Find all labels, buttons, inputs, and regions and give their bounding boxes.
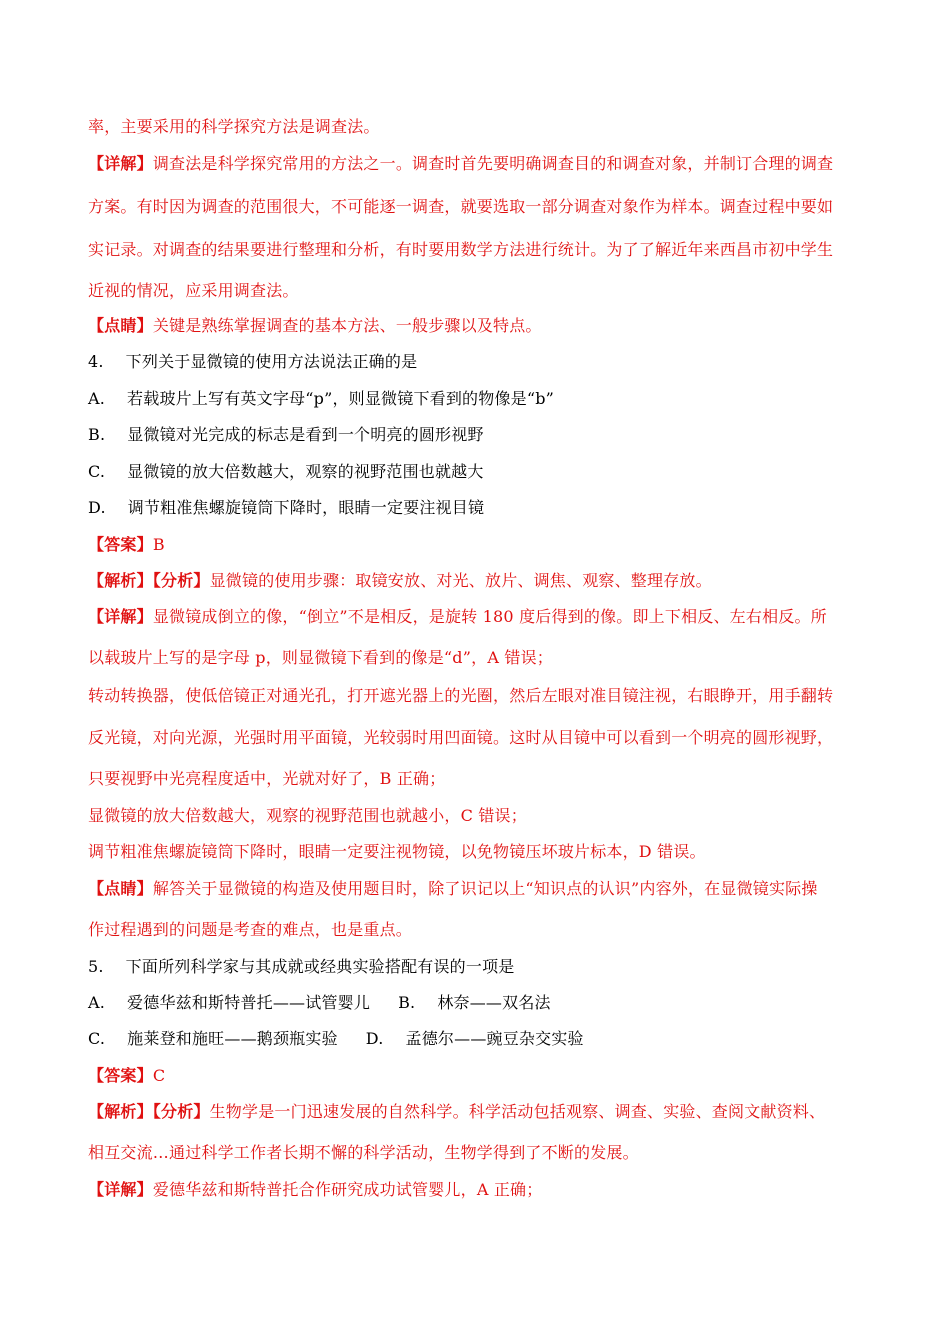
- section-tag: 【详解】: [88, 154, 153, 173]
- analysis-line: 【点睛】解答关于显微镜的构造及使用题目时，除了识记以上“知识点的认识”内容外，在显微镜实际操: [88, 879, 818, 898]
- question-option: D. 调节粗准焦螺旋镜筒下降时，眼睛一定要注视目镜: [88, 498, 485, 517]
- analysis-line: 【点睛】关键是熟练掌握调查的基本方法、一般步骤以及特点。: [88, 316, 542, 335]
- analysis-line: 【解析】【分析】生物学是一门迅速发展的自然科学。科学活动包括观察、调查、实验、查阅文献资料、: [88, 1102, 826, 1121]
- question-option: A. 若载玻片上写有英文字母“p”，则显微镜下看到的物像是“b”: [88, 389, 555, 408]
- analysis-line: 【解析】【分析】显微镜的使用步骤：取镜安放、对光、放片、调焦、观察、整理存放。: [88, 571, 712, 590]
- analysis-line: 作过程遇到的问题是考查的难点，也是重点。: [88, 920, 413, 939]
- analysis-line: 近视的情况，应采用调查法。: [88, 281, 299, 300]
- analysis-line: 显微镜的放大倍数越大，观察的视野范围也就越小，C 错误；: [88, 806, 527, 825]
- section-tag: 【解析】【分析】: [88, 571, 210, 590]
- question-stem: 5. 下面所列科学家与其成就或经典实验搭配有误的一项是: [88, 957, 515, 976]
- analysis-line: 率，主要采用的科学探究方法是调查法。: [88, 117, 380, 136]
- analysis-line: 相互交流…通过科学工作者长期不懈的科学活动，生物学得到了不断的发展。: [88, 1143, 639, 1162]
- question-option-row: C. 施莱登和施旺——鹅颈瓶实验 D. 孟德尔——豌豆杂交实验: [88, 1029, 584, 1048]
- question-option: B. 显微镜对光完成的标志是看到一个明亮的圆形视野: [88, 425, 484, 444]
- analysis-line: 反光镜，对向光源，光强时用平面镜，光较弱时用凹面镜。这时从目镜中可以看到一个明亮的圆形视野，: [88, 728, 834, 747]
- question-option: C. 显微镜的放大倍数越大，观察的视野范围也就越大: [88, 462, 484, 481]
- answer-line: 【答案】B: [88, 535, 165, 554]
- section-tag: 【答案】: [88, 535, 153, 554]
- analysis-line: 【详解】显微镜成倒立的像，“倒立”不是相反，是旋转 180 度后得到的像。即上下相反、左右相反。所: [88, 607, 827, 626]
- section-tag: 【答案】: [88, 1066, 153, 1085]
- analysis-line: 调节粗准焦螺旋镜筒下降时，眼睛一定要注视物镜，以免物镜压坏玻片标本，D 错误。: [88, 842, 706, 861]
- section-tag: 【点睛】: [88, 316, 153, 335]
- section-tag: 【解析】【分析】: [88, 1102, 210, 1121]
- analysis-line: 实记录。对调查的结果要进行整理和分析，有时要用数学方法进行统计。为了了解近年来西昌市初中学生: [88, 240, 834, 259]
- section-tag: 【详解】: [88, 1180, 153, 1199]
- analysis-line: 以载玻片上写的是字母 p，则显微镜下看到的像是“d”，A 错误；: [88, 648, 553, 667]
- question-option-row: A. 爱德华兹和斯特普托——试管婴儿 B. 林奈——双名法: [88, 993, 551, 1012]
- analysis-line: 只要视野中光亮程度适中，光就对好了，B 正确；: [88, 769, 446, 788]
- analysis-line: 方案。有时因为调查的范围很大，不可能逐一调查，就要选取一部分调查对象作为样本。调查过程中要如: [88, 197, 834, 216]
- analysis-line: 【详解】调查法是科学探究常用的方法之一。调查时首先要明确调查目的和调查对象，并制订合理的调查: [88, 154, 834, 173]
- analysis-line: 【详解】爱德华兹和斯特普托合作研究成功试管婴儿，A 正确；: [88, 1180, 543, 1199]
- section-tag: 【详解】: [88, 607, 153, 626]
- analysis-line: 转动转换器，使低倍镜正对通光孔，打开遮光器上的光圈，然后左眼对准目镜注视，右眼睁开，用手翻转: [88, 686, 834, 705]
- question-stem: 4. 下列关于显微镜的使用方法说法正确的是: [88, 352, 418, 371]
- answer-line: 【答案】C: [88, 1066, 166, 1085]
- section-tag: 【点睛】: [88, 879, 153, 898]
